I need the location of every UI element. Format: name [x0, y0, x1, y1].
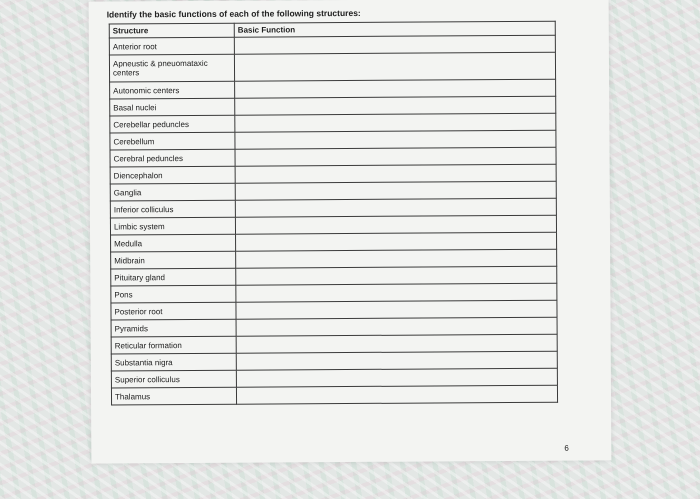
worksheet-page [89, 0, 612, 464]
structure-cell: Cerebral peduncles [110, 149, 235, 167]
function-answer-cell[interactable] [236, 334, 557, 353]
table-row [109, 52, 555, 82]
structure-cell: Pituitary gland [111, 268, 236, 286]
structure-cell: Cerebellar peduncles [110, 115, 235, 133]
structure-cell: Apneustic & pneuomataxic centers [109, 54, 234, 82]
structure-cell: Pons [111, 285, 236, 303]
function-answer-cell[interactable] [234, 52, 555, 81]
structure-cell: Substantia nigra [111, 353, 236, 371]
function-answer-cell[interactable] [236, 385, 557, 404]
page-number: 6 [564, 443, 569, 453]
structure-cell: Superior colliculus [111, 370, 236, 388]
structure-cell: Diencephalon [110, 166, 235, 184]
function-answer-cell[interactable] [235, 198, 556, 217]
structure-cell: Medulla [111, 234, 236, 252]
structure-cell: Ganglia [110, 183, 235, 201]
table-body [109, 35, 557, 405]
function-answer-cell[interactable] [234, 35, 555, 54]
table-row [111, 385, 557, 405]
function-answer-cell[interactable] [235, 181, 556, 200]
worksheet-heading: Identify the basic functions of each of the following structures: [106, 7, 361, 20]
function-answer-cell[interactable] [236, 317, 557, 336]
function-answer-cell[interactable] [235, 113, 556, 132]
function-answer-cell[interactable] [236, 283, 557, 302]
structure-cell: Posterior root [111, 302, 236, 320]
structure-cell: Reticular formation [111, 336, 236, 354]
function-answer-cell[interactable] [236, 249, 557, 268]
structures-table [109, 21, 558, 406]
structure-cell: Midbrain [111, 251, 236, 269]
structure-cell: Anterior root [109, 37, 234, 55]
function-answer-cell[interactable] [236, 351, 557, 370]
structure-cell: Basal nuclei [110, 98, 235, 116]
function-answer-cell[interactable] [235, 130, 556, 149]
function-answer-cell[interactable] [236, 300, 557, 319]
function-answer-cell[interactable] [235, 79, 556, 98]
function-column-header: Basic Function [234, 21, 555, 37]
function-answer-cell[interactable] [235, 215, 556, 234]
structure-cell: Inferior colliculus [110, 200, 235, 218]
function-answer-cell[interactable] [235, 164, 556, 183]
structure-cell: Thalamus [111, 387, 236, 405]
function-answer-cell[interactable] [235, 147, 556, 166]
function-answer-cell[interactable] [236, 232, 557, 251]
structure-cell: Cerebellum [110, 132, 235, 150]
structure-cell: Pyramids [111, 319, 236, 337]
function-answer-cell[interactable] [236, 266, 557, 285]
structure-cell: Autonomic centers [110, 81, 235, 99]
structure-cell: Limbic system [110, 217, 235, 235]
function-answer-cell[interactable] [236, 368, 557, 387]
function-answer-cell[interactable] [235, 96, 556, 115]
structure-column-header: Structure [109, 23, 234, 38]
